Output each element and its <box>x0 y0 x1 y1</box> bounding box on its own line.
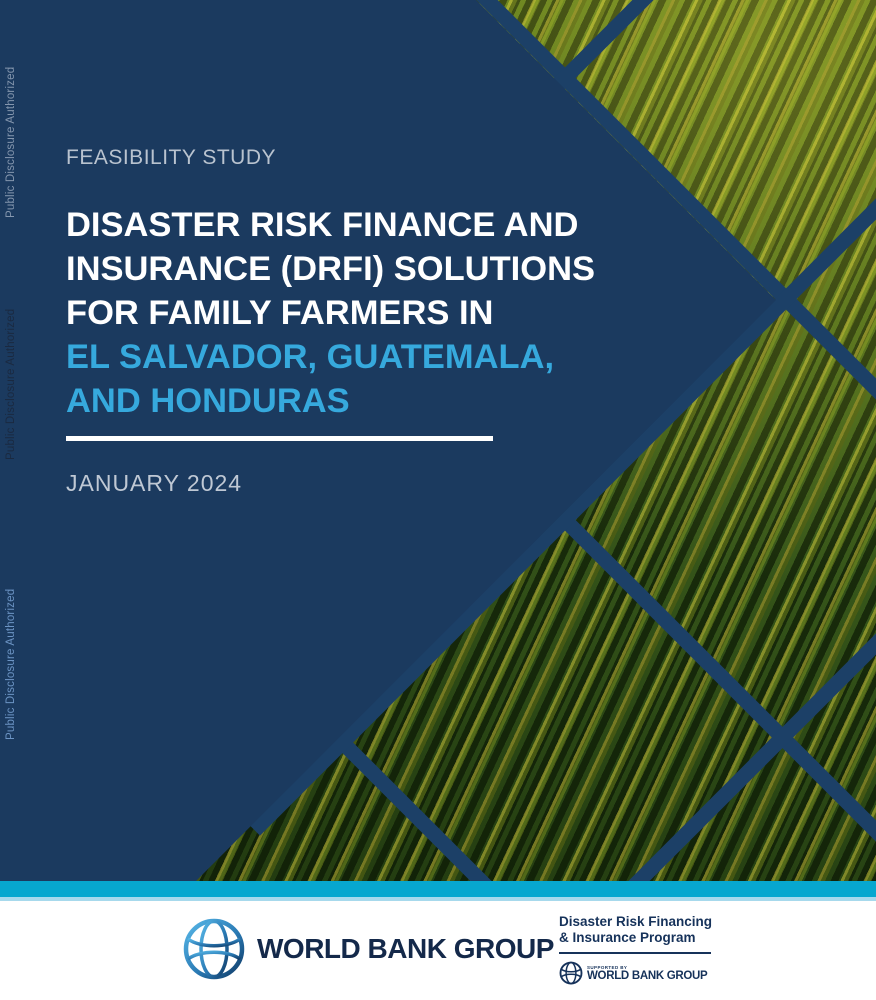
supported-by-label: SUPPORTED BY <box>587 964 628 970</box>
program-name-line2: & Insurance Program <box>559 930 696 945</box>
program-divider <box>559 952 711 954</box>
supported-by-wordmark: WORLD BANK GROUP <box>587 969 708 982</box>
report-type-label: FEASIBILITY STUDY <box>66 146 276 169</box>
page-title <box>66 203 686 423</box>
footer <box>0 901 876 1000</box>
disclosure-stamp: Public Disclosure Authorized <box>5 588 17 740</box>
title-line: INSURANCE (DRFI) SOLUTIONS <box>66 250 595 288</box>
title-block <box>66 146 686 496</box>
drfi-program-logo <box>559 914 713 985</box>
program-name-line1: Disaster Risk Financing <box>559 914 713 929</box>
world-bank-group-wordmark: WORLD BANK GROUP <box>257 933 554 964</box>
world-bank-group-logo <box>182 917 554 981</box>
title-line: DISASTER RISK FINANCE AND <box>66 206 579 244</box>
title-line-accent: EL SALVADOR, GUATEMALA, <box>66 338 555 376</box>
supported-by-globe-icon <box>559 961 583 985</box>
title-line: FOR FAMILY FARMERS IN <box>66 294 494 332</box>
disclosure-stamp: Public Disclosure Authorized <box>5 66 17 218</box>
publication-date: JANUARY 2024 <box>66 470 243 496</box>
title-line-accent: AND HONDURAS <box>66 382 350 420</box>
world-bank-globe-icon <box>182 917 246 981</box>
cyan-stripe <box>0 881 876 901</box>
disclosure-stamp: Public Disclosure Authorized <box>5 308 17 460</box>
title-divider <box>66 436 493 441</box>
